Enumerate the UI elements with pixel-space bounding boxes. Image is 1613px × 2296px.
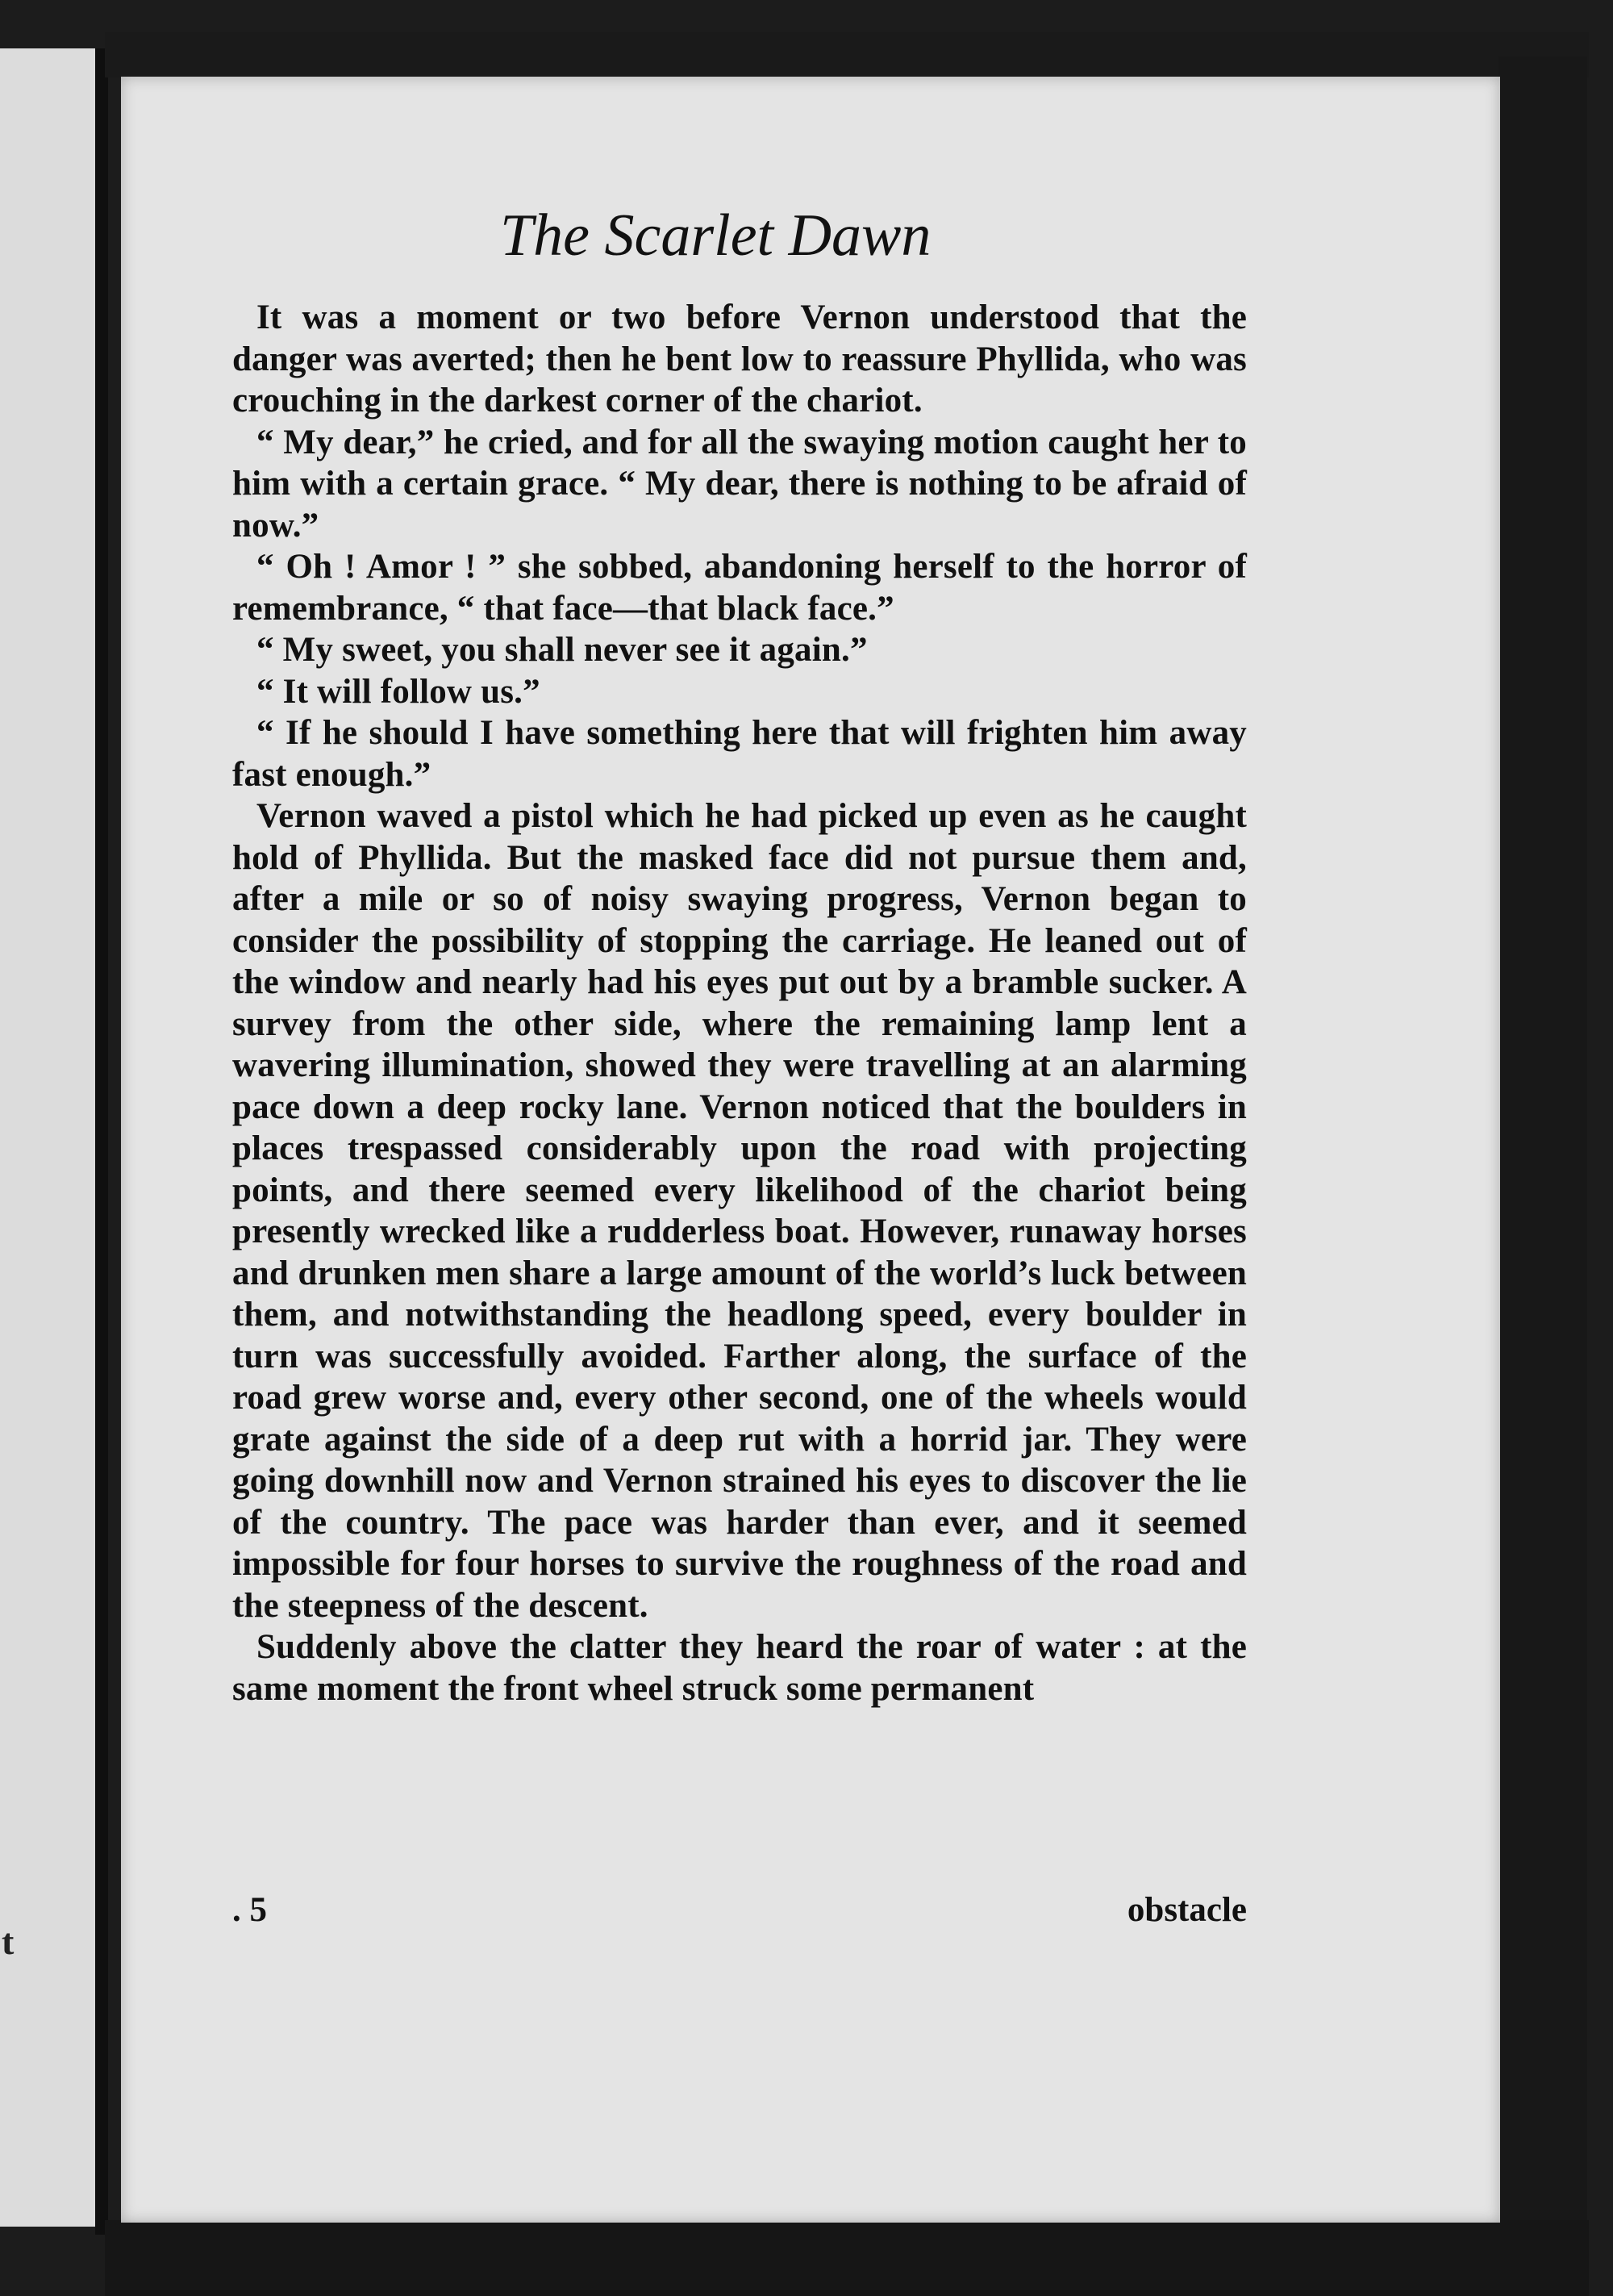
paragraph: “ It will follow us.” — [256, 672, 540, 711]
page-border-right — [1498, 56, 1587, 2267]
page-footer — [232, 1888, 1247, 1933]
running-title: The Scarlet Dawn — [500, 202, 932, 269]
paragraph: It was a moment or two before Vernon understood that the danger was averted; then he bent low to reassure Phyllida, who was crouching in the darkest corner of the chariot. — [232, 298, 1247, 420]
paragraph: “ If he should I have something here that will frighten him away fast enough.” — [232, 714, 1247, 794]
left-page-edge — [0, 48, 97, 2227]
signature-mark: . 5 — [232, 1891, 267, 1929]
paragraph: “ My dear,” he cried, and for all the swaying motion caught her to him with a certain grace. “ My dear, there is nothing to be afraid of now.” — [232, 423, 1247, 545]
gutter-line — [95, 48, 108, 2235]
catchword: obstacle — [1127, 1891, 1247, 1929]
page-border-bottom — [105, 2220, 1589, 2296]
page-border-top — [105, 32, 1589, 77]
left-page-fragment: t — [2, 1921, 15, 1962]
paragraph: Suddenly above the clatter they heard the roar of water : at the same moment the front wheel struck some permanent — [232, 1628, 1247, 1708]
paragraph: “ Oh ! Amor ! ” she sobbed, abandoning herself to the horror of remembrance, “ that face—that black face.” — [232, 548, 1247, 628]
paragraph: Vernon waved a pistol which he had picked up even as he caught hold of Phyllida. But the masked face did not pursue them and, after a mile or so of noisy swaying progress, Vernon began to consider the possibility of stopping the carriage. He leaned out of the window and nearly had his eyes put out by a bramble sucker. A survey from the other side, where the remaining lamp lent a wavering illumination, showed they were travelling at an alarming pace down a deep rocky lane. Vernon noticed that the boulders in places trespassed considerably upon the road with projecting points, and there seemed every likelihood of the chariot being presently wrecked like a rudderless boat. However, runaway horses and drunken men share a large amount of the world’s luck between them, and notwithstanding the headlong speed, every boulder in turn was successfully avoided. Farther along, the surface of the road grew worse and, every other second, one of the wheels would grate against the side of a deep rut with a horrid jar. They were going downhill now and Vernon strained his eyes to discover the lie of the country. The pace was harder than ever, and it seemed impossible for four horses to survive the roughness of the road and the steepness of the descent. — [232, 797, 1247, 1625]
body-text — [232, 297, 1247, 1709]
paragraph: “ My sweet, you shall never see it again.” — [256, 631, 868, 669]
